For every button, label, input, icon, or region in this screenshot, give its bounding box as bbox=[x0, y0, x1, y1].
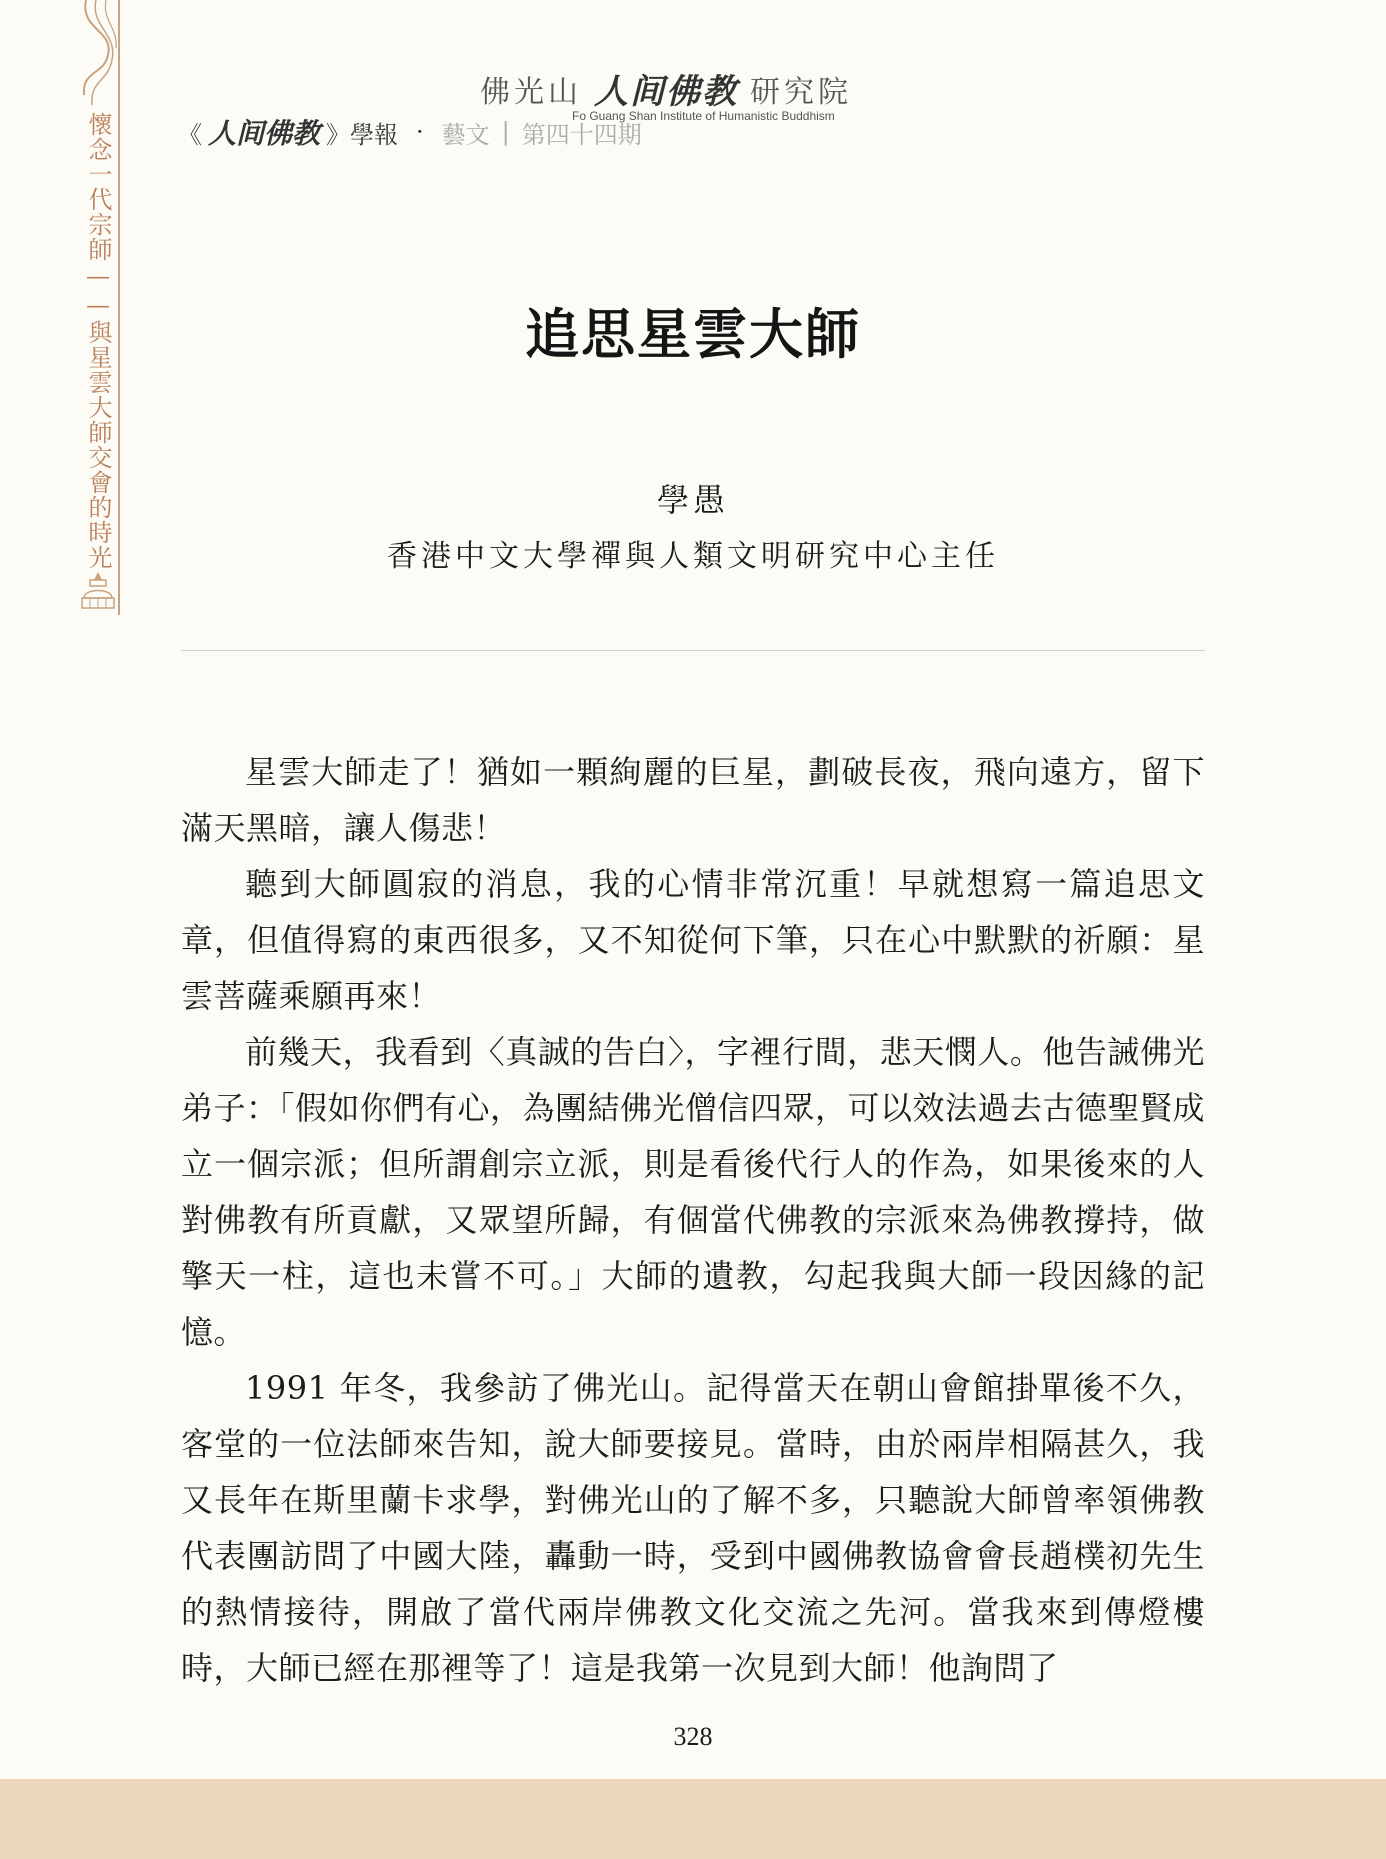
institute-prefix: 佛光山 bbox=[480, 74, 582, 110]
paragraph: 聽到大師圓寂的消息，我的心情非常沉重！早就想寫一篇追思文章，但值得寫的東西很多，又不知從何下筆，只在心中默默的祈願：星雲菩薩乘願再來！ bbox=[181, 865, 1205, 1015]
article-body bbox=[181, 744, 1205, 1696]
journal-script-title: 人间佛教 bbox=[208, 117, 321, 150]
journal-suffix: 》學報 bbox=[326, 120, 399, 149]
institute-script-logo: 人间佛教 bbox=[594, 72, 738, 112]
journal-separator: | bbox=[501, 118, 510, 146]
divider bbox=[181, 650, 1205, 651]
paragraph: 1991 年冬，我參訪了佛光山。記得當天在朝山會館掛單後不久，客堂的一位法師來告知，說大師要接見。當時，由於兩岸相隔甚久，我又長年在斯里蘭卡求學，對佛光山的了解不多，只聽說大師曾率領佛教代表團訪問了中國大陸，轟動一時，受到中國佛教協會會長趙樸初先生的熱情接待，開啟了當代兩岸佛教文化交流之先河。當我來到傳燈樓時，大師已經在那裡等了！這是我第一次見到大師！他詢問了 bbox=[181, 1369, 1205, 1687]
article-author: 學愚 bbox=[656, 481, 729, 519]
footer-band bbox=[0, 1779, 1386, 1859]
stupa-logo-icon bbox=[80, 570, 116, 612]
journal-section: 藝文 bbox=[441, 120, 490, 149]
institute-suffix: 研究院 bbox=[750, 74, 852, 110]
journal-open-bracket: 《 bbox=[178, 120, 202, 149]
author-affiliation: 香港中文大學禪與人類文明研究中心主任 bbox=[387, 539, 999, 574]
journal-issue: 第四十四期 bbox=[521, 120, 642, 149]
institute-english-name: Fo Guang Shan Institute of Humanistic Buddhism bbox=[572, 109, 835, 123]
paragraph: 前幾天，我看到〈真誠的告白〉，字裡行間，悲天憫人。他告誡佛光弟子：「假如你們有心，為團結佛光僧信四眾，可以效法過去古德聖賢成立一個宗派；但所謂創宗立派，則是看後代行人的作為，如果後來的人對佛教有所貢獻，又眾望所歸，有個當代佛教的宗派來為佛教撐持，做擎天一柱，這也未嘗不可。」大師的遺教，勾起我與大師一段因緣的記憶。 bbox=[181, 1033, 1206, 1351]
sidebar-series-title: 懷念一代宗師——與星雲大師交會的時光 bbox=[84, 112, 112, 570]
page-number: 328 bbox=[673, 1722, 713, 1751]
article-title: 追思星雲大師 bbox=[525, 302, 861, 366]
swirl-ornament-icon bbox=[78, 0, 118, 110]
journal-header bbox=[178, 112, 642, 152]
paragraph: 星雲大師走了！猶如一顆絢麗的巨星，劃破長夜，飛向遠方，留下滿天黑暗，讓人傷悲！ bbox=[181, 753, 1205, 847]
journal-dot: · bbox=[416, 118, 424, 146]
